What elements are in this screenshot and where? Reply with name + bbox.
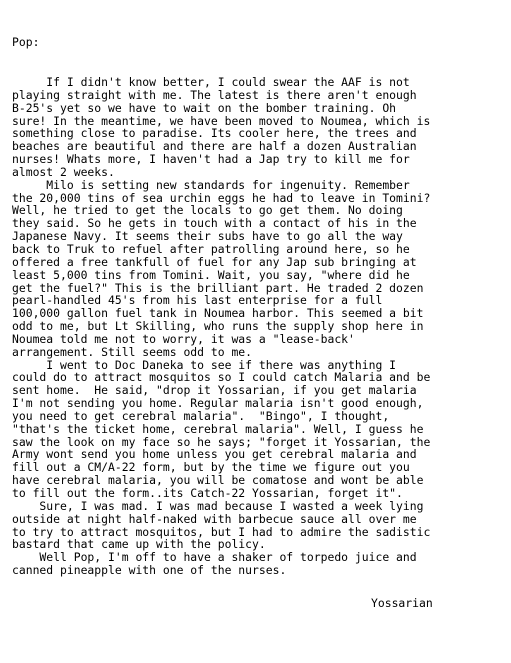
- letter-body: [12, 76, 430, 577]
- letter-line: nurses! Whats more, I haven't had a Jap try to kill me for: [12, 152, 410, 167]
- letter-line: I went to Doc Daneka to see if there was anything I: [12, 357, 397, 372]
- letter-line: canned pineapple with one of the nurses.: [12, 563, 287, 578]
- letter-line: have cerebral malaria, you will be comatose and wont be able: [12, 473, 424, 488]
- letter-line: Well, he tried to get the locals to go get them. No doing: [12, 203, 403, 218]
- letter-line: pearl-handled 45's from his last enterprise for a full: [12, 293, 383, 308]
- letter-line: they said. So he gets in touch with a contact of his in the: [12, 216, 417, 231]
- letter-line: "that's the ticket home, cerebral malaria". Well, I guess he: [12, 421, 424, 436]
- letter-line: 100,000 gallon fuel tank in Noumea harbor. This seemed a bit: [12, 306, 424, 321]
- letter-line: Army wont send you home unless you get cerebral malaria and: [12, 447, 417, 462]
- letter-line: to fill out the form..its Catch-22 Yossarian, forget it".: [12, 486, 403, 500]
- letter-line: Noumea told me not to worry, it was a "lease-back': [12, 331, 355, 346]
- letter-signature: Yossarian: [371, 596, 433, 610]
- letter-line: sure! In the meantime, we have been moved to Noumea, which is: [12, 113, 431, 128]
- letter-line: bastard that came up with the policy.: [12, 537, 266, 552]
- letter-line: back to Truk to refuel after patrolling around here, so he: [12, 241, 410, 256]
- letter-line: outside at night half-naked with barbecue sauce all over me: [12, 511, 417, 526]
- letter-line: Well Pop, I'm off to have a shaker of torpedo juice and: [12, 550, 417, 565]
- letter-line: Milo is setting new standards for ingenuity. Remember: [12, 177, 410, 192]
- letter-line: odd to me, but Lt Skilling, who runs the supply shop here in: [12, 319, 424, 334]
- letter-line: the 20,000 tins of sea urchin eggs he had to leave in Tomini?: [12, 190, 431, 205]
- letter-salutation: Pop:: [12, 35, 40, 49]
- letter-line: almost 2 weeks.: [12, 164, 115, 179]
- letter-line: If I didn't know better, I could swear the AAF is not: [12, 75, 410, 89]
- letter-line: Japanese Navy. It seems their subs have to go all the way: [12, 229, 403, 244]
- letter-line: offered a free tankfull of fuel for any Jap sub bringing at: [12, 254, 417, 269]
- letter-line: could do to attract mosquitos so I could catch Malaria and be: [12, 370, 431, 385]
- letter-line: playing straight with me. The latest is there aren't enough: [12, 87, 417, 102]
- letter-line: fill out a CM/A-22 form, but by the time we figure out you: [12, 460, 410, 475]
- letter-line: you need to get cerebral malaria". "Bingo", I thought,: [12, 408, 390, 423]
- letter-line: arrangement. Still seems odd to me.: [12, 344, 253, 359]
- letter-line: B-25's yet so we have to wait on the bomber training. Oh: [12, 100, 397, 115]
- letter-line: beaches are beautiful and there are half a dozen Australian: [12, 139, 417, 154]
- letter-line: least 5,000 tins from Tomini. Wait, you say, "where did he: [12, 267, 410, 282]
- letter-line: something close to paradise. Its cooler here, the trees and: [12, 126, 417, 141]
- letter-line: get the fuel?" This is the brilliant part. He traded 2 dozen: [12, 280, 424, 295]
- letter-line: I'm not sending you home. Regular malaria isn't good enough,: [12, 396, 424, 411]
- letter-line: sent home. He said, "drop it Yossarian, if you get malaria: [12, 383, 417, 398]
- letter-line: to try to attract mosquitos, but I had to admire the sadistic: [12, 524, 431, 539]
- letter-line: Sure, I was mad. I was mad because I wasted a week lying: [12, 498, 424, 513]
- letter-line: saw the look on my face so he says; "forget it Yossarian, the: [12, 434, 431, 449]
